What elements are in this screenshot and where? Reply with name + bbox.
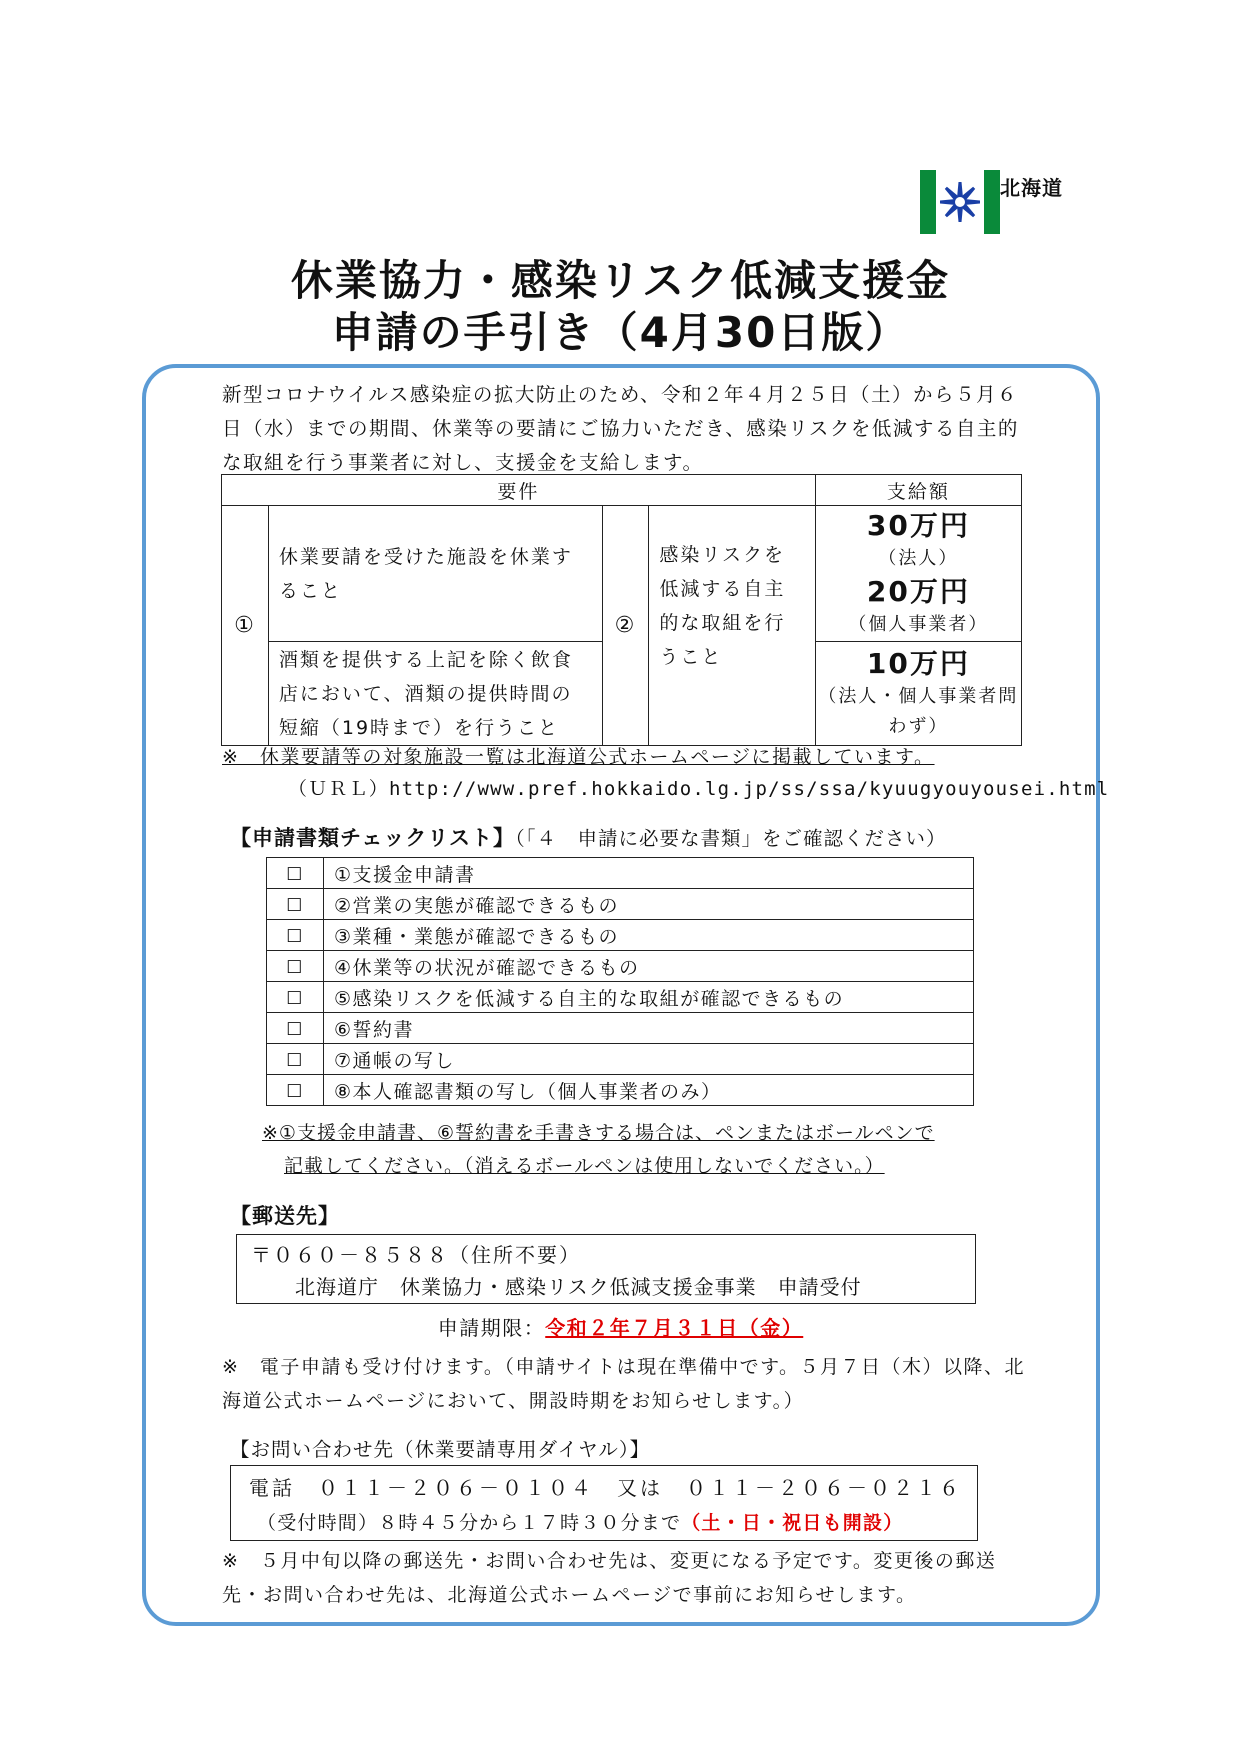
amount-10man-label: （法人・個人事業者問わず） <box>818 685 1019 737</box>
mail-address-box <box>236 1234 976 1304</box>
checklist-item: ⑥誓約書 <box>324 1013 974 1044</box>
checklist-item: ①支援金申請書 <box>324 858 974 889</box>
amount-20man-label: （個人事業者） <box>848 613 989 635</box>
contact-hours-open-days: （土・日・祝日も開設） <box>681 1512 904 1534</box>
checklist-item: ④休業等の状況が確認できるもの <box>324 951 974 982</box>
checklist-row <box>267 858 974 889</box>
checklist-note-line1: ※①支援金申請書、⑥誓約書を手書きする場合は、ペンまたはボールペンで <box>262 1122 935 1144</box>
condition-1-number: ① <box>222 506 269 746</box>
postal-code: 〒０６０－８５８８（住所不要） <box>251 1243 581 1267</box>
checklist-row <box>267 951 974 982</box>
checkbox[interactable]: □ <box>267 920 324 951</box>
contact-phone: 電話 ０１１－２０６－０１０４ 又は ０１１－２０６－０２１６ <box>249 1476 962 1500</box>
e-application-note: ※ 電子申請も受け付けます。（申請サイトは現在準備中です。５月７日（木）以降、北海道公式ホームページにおいて、開設時期をお知らせします。） <box>222 1356 1026 1412</box>
checklist-heading-note: （「４ 申請に必要な書類」をご確認ください） <box>514 827 947 850</box>
checkbox[interactable]: □ <box>267 858 324 889</box>
deadline <box>0 1312 1241 1341</box>
checkbox[interactable]: □ <box>267 1044 324 1075</box>
deadline-label: 申請期限： <box>437 1316 546 1340</box>
checklist-item: ⑤感染リスクを低減する自主的な取組が確認できるもの <box>324 982 974 1013</box>
amount-10man: 10万円 <box>866 646 970 680</box>
checklist-note <box>262 1117 1022 1183</box>
checklist-item: ②営業の実態が確認できるもの <box>324 889 974 920</box>
mail-title: 【郵送先】 <box>230 1204 340 1228</box>
requirements-table <box>221 474 1022 746</box>
contact-box <box>230 1465 978 1541</box>
page-title-line1: 休業協力・感染リスク低減支援金 <box>290 256 951 305</box>
url-link[interactable]: （ＵＲＬ）http://www.pref.hokkaido.lg.jp/ss/ssa/kyuugyouyousei.html <box>288 778 1110 800</box>
deadline-date: 令和２年７月３１日（金） <box>545 1316 804 1340</box>
footer-note: ※ ５月中旬以降の郵送先・お問い合わせ先は、変更になる予定です。変更後の郵送先・お問い合わせ先は、北海道公式ホームページで事前にお知らせします。 <box>222 1550 997 1606</box>
checklist-row <box>267 920 974 951</box>
hokkaido-logo <box>920 170 1000 234</box>
checklist-table <box>266 857 974 1106</box>
checkbox[interactable]: □ <box>267 889 324 920</box>
header-requirements: 要件 <box>222 475 816 506</box>
checklist-row <box>267 1013 974 1044</box>
amount-20man: 20万円 <box>866 574 970 608</box>
checkbox[interactable]: □ <box>267 951 324 982</box>
amount-30man: 30万円 <box>866 508 970 542</box>
condition-1a: 休業要請を受けた施設を休業すること <box>268 506 602 642</box>
checkbox[interactable]: □ <box>267 1075 324 1106</box>
checklist-title <box>230 822 946 852</box>
checkbox[interactable]: □ <box>267 982 324 1013</box>
contact-hours <box>257 1508 903 1535</box>
checklist-row <box>267 1044 974 1075</box>
amount-30man-label: （法人） <box>878 547 959 569</box>
page-title-line2: 申請の手引き（4月30日版） <box>331 308 910 357</box>
intro-text: 新型コロナウイルス感染症の拡大防止のため、令和２年４月２５日（土）から５月６日（水）までの期間、休業等の要請にご協力いただき、感染リスクを低減する自主的な取組を行う事業者に対し、支援金を支給します。 <box>222 383 1019 474</box>
checklist-heading: 【申請書類チェックリスト】 <box>230 826 515 850</box>
condition-1b: 酒類を提供する上記を除く飲食店において、酒類の提供時間の短縮（19時まで）を行うこと <box>268 642 602 746</box>
mail-address: 北海道庁 休業協力・感染リスク低減支援金事業 申請受付 <box>295 1275 862 1299</box>
condition-2: 感染リスクを低減する自主的な取組を行うこと <box>649 506 815 746</box>
checkbox[interactable]: □ <box>267 1013 324 1044</box>
header-amount: 支給額 <box>815 475 1021 506</box>
contact-title: 【お問い合わせ先（休業要請専用ダイヤル）】 <box>230 1438 651 1461</box>
checklist-item: ③業種・業態が確認できるもの <box>324 920 974 951</box>
logo-text: 北海道 <box>1000 176 1063 200</box>
checklist-note-line2: 記載してください。（消えるボールペンは使用しないでください。） <box>284 1155 885 1177</box>
contact-hours-text: （受付時間）８時４５分から１７時３０分まで <box>257 1512 682 1534</box>
checklist-row <box>267 889 974 920</box>
checklist-row <box>267 1075 974 1106</box>
checklist-item: ⑦通帳の写し <box>324 1044 974 1075</box>
checklist-row <box>267 982 974 1013</box>
amount-corporate-individual <box>815 506 1021 642</box>
condition-2-number: ② <box>602 506 649 746</box>
amount-reduced-hours <box>815 642 1021 746</box>
facilities-note: ※ 休業要請等の対象施設一覧は北海道公式ホームページに掲載しています。 <box>222 746 935 768</box>
checklist-item: ⑧本人確認書類の写し（個人事業者のみ） <box>324 1075 974 1106</box>
